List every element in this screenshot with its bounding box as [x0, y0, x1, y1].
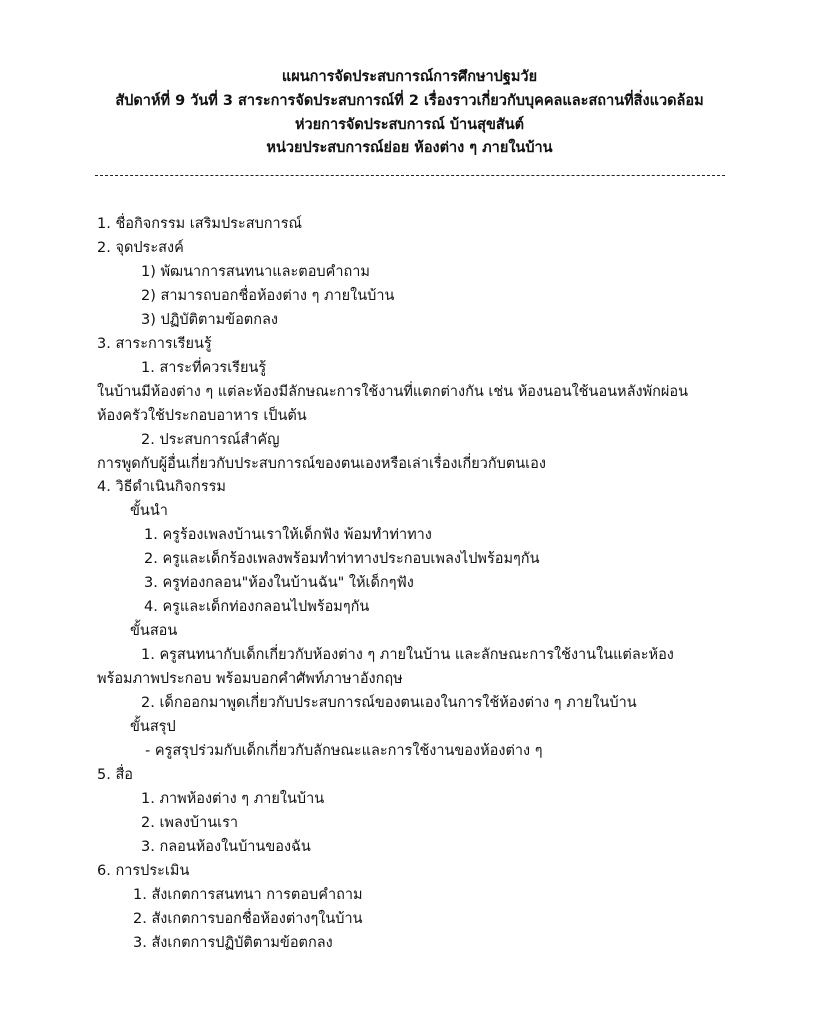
section-evaluation-heading: 6. การประเมิน: [97, 863, 190, 879]
dashed-divider: [95, 175, 725, 176]
week-day-subtitle: สัปดาห์ที่ 9 วันที่ 3 สาระการจัดประสบการณ์ที่ 2 เรื่องราวเกี่ยวกับบุคคลและสถานที่สิ่งแวดล้อม: [115, 93, 704, 109]
section-learning-content-heading: 3. สาระการเรียนรู้: [97, 336, 212, 352]
step-heading-teach: ขั้นสอน: [130, 623, 178, 639]
procedure-item: 2. เด็กออกมาพูดเกี่ยวกับประสบการณ์ของตนเองในการใช้ห้องต่าง ๆ ภายในบ้าน: [141, 695, 637, 711]
evaluation-item: 1. สังเกตการสนทนา การตอบคำถาม: [133, 887, 363, 903]
document-title: แผนการจัดประสบการณ์การศึกษาปฐมวัย: [281, 69, 538, 85]
subsection-title: 2. ประสบการณ์สำคัญ: [141, 432, 280, 448]
paragraph-line: การพูดกับผู้อื่นเกี่ยวกับประสบการณ์ของตนเองหรือเล่าเรื่องเกี่ยวกับตนเอง: [97, 456, 546, 472]
objective-item: 3) ปฏิบัติตามข้อตกลง: [141, 312, 278, 328]
procedure-item: 3. ครูท่องกลอน"ห้องในบ้านฉัน" ให้เด็กๆฟัง: [144, 575, 414, 591]
procedure-item: 4. ครูและเด็กท่องกลอนไปพร้อมๆกัน: [144, 599, 370, 615]
subsection-title: 1. สาระที่ควรเรียนรู้: [141, 360, 267, 376]
section-media-heading: 5. สื่อ: [97, 767, 134, 783]
section-procedure-heading: 4. วิธีดำเนินกิจกรรม: [97, 479, 226, 495]
procedure-item: - ครูสรุปร่วมกับเด็กเกี่ยวกับลักษณะและการใช้งานของห้องต่าง ๆ: [145, 743, 543, 759]
objective-item: 1) พัฒนาการสนทนาและตอบคำถาม: [141, 264, 370, 280]
objective-item: 2) สามารถบอกชื่อห้องต่าง ๆ ภายในบ้าน: [141, 288, 395, 304]
subunit-subtitle: หน่วยประสบการณ์ย่อย ห้องต่าง ๆ ภายในบ้าน: [266, 140, 553, 156]
unit-subtitle: ห่วยการจัดประสบการณ์ บ้านสุขสันต์: [294, 117, 525, 133]
media-item: 3. กลอนห้องในบ้านของฉัน: [141, 839, 311, 855]
paragraph-line: ห้องครัวใช้ประกอบอาหาร เป็นต้น: [97, 408, 307, 424]
evaluation-item: 2. สังเกตการบอกชื่อห้องต่างๆในบ้าน: [133, 911, 363, 927]
step-heading-summary: ขั้นสรุป: [130, 719, 176, 735]
evaluation-item: 3. สังเกตการปฏิบัติตามข้อตกลง: [133, 935, 333, 951]
media-item: 2. เพลงบ้านเรา: [141, 815, 239, 831]
procedure-item: 2. ครูและเด็กร้องเพลงพร้อมทำท่าทางประกอบเพลงไปพร้อมๆกัน: [144, 551, 540, 567]
procedure-item: 1. ครูสนทนากับเด็กเกี่ยวกับห้องต่าง ๆ ภายในบ้าน และลักษณะการใช้งานในแต่ละห้อง: [141, 647, 674, 663]
media-item: 1. ภาพห้องต่าง ๆ ภายในบ้าน: [141, 791, 325, 807]
paragraph-line: ในบ้านมีห้องต่าง ๆ แต่ละห้องมีลักษณะการใช้งานที่แตกต่างกัน เช่น ห้องนอนใช้นอนหลังพักผ่อน: [97, 384, 689, 400]
section-objectives-heading: 2. จุดประสงค์: [97, 240, 184, 256]
section-activity-name: 1. ชื่อกิจกรรม เสริมประสบการณ์: [97, 216, 302, 232]
paragraph-line: พร้อมภาพประกอบ พร้อมบอกคำศัพท์ภาษาอังกฤษ: [97, 671, 403, 687]
step-heading-intro: ขั้นนำ: [130, 503, 168, 519]
procedure-item: 1. ครูร้องเพลงบ้านเราให้เด็กฟัง พ้อมทำท่าทาง: [144, 527, 432, 543]
